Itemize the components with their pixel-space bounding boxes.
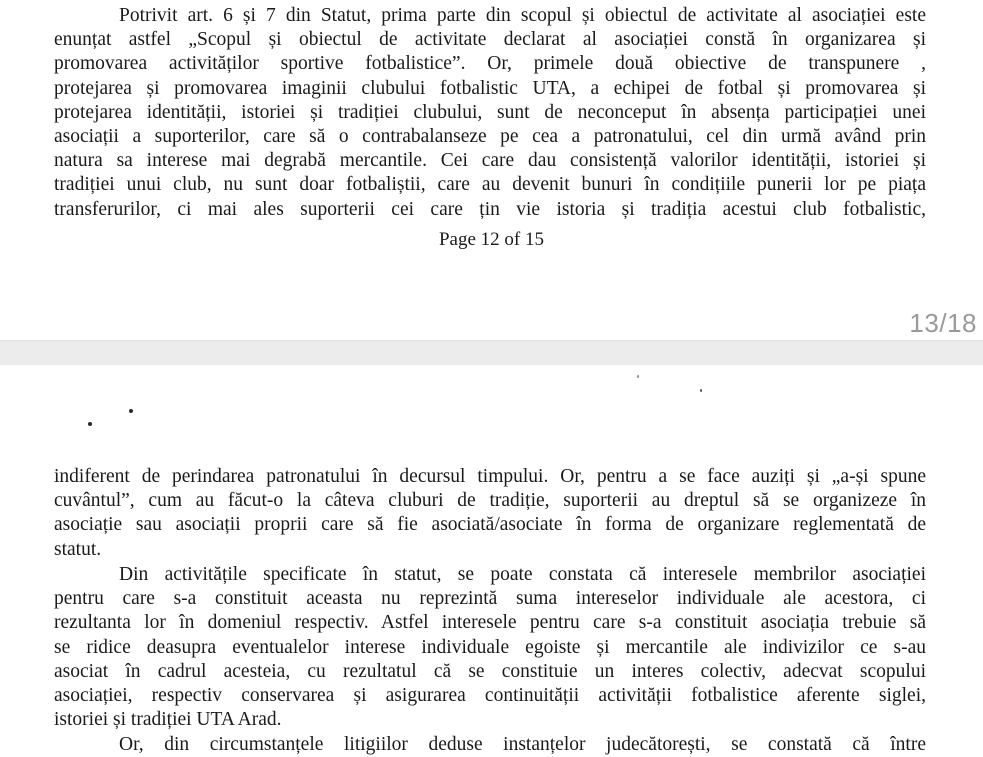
- text-line: Or, din circumstanțele litigiilor deduse instanțelor judecătorești, se constată că între: [119, 734, 926, 755]
- text-line: pentru care s-a constituit aceasta nu reprezintă suma intereselor individuale ale acestora, ci: [54, 588, 926, 610]
- text-line: istoriei și tradiției UTA Arad.: [54, 709, 282, 731]
- text-line: asociații a suporterilor, care să o contrabalanseze pe cea a patronatului, cel din urmă având prin: [54, 126, 926, 148]
- page-13-paragraph-3: [54, 733, 926, 757]
- text-line: asociat în cadrul acesteia, cu rezultatul că se constituie un interes colectiv, adecvat scopului: [54, 660, 926, 682]
- text-line: indiferent de perindarea patronatului în decursul timpului. Or, pentru a se face auziți și „a-și spune: [54, 466, 926, 487]
- text-line: protejarea și promovarea imaginii clubului fotbalistic UTA, a echipei de fotbal și promovarea și: [54, 77, 926, 99]
- document-page-13: [0, 365, 983, 755]
- text-line: enunțat astfel „Scopul și obiectul de activitate declarat al asociației constă în organizarea și: [54, 29, 926, 51]
- scan-speck: [700, 389, 702, 392]
- text-line: rezultanta lor în domeniul respectiv. Astfel interesele pentru care s-a constituit asociația trebuie să: [54, 612, 926, 634]
- page-footer: Page 12 of 15: [438, 229, 544, 250]
- page-separator: [0, 340, 983, 366]
- text-line: Potrivit art. 6 și 7 din Statut, prima parte din scopul și obiectul de activitate al asociației este: [119, 5, 926, 26]
- text-line: Din activitățile specificate în statut, se poate constata că interesele membrilor asociației: [119, 564, 926, 585]
- text-line: promovarea activităților sportive fotbalistice”. Or, primele două obiective de transpunere ,: [54, 53, 926, 75]
- scan-speck: [637, 375, 639, 378]
- text-line: asociației, respectiv conservarea și asigurarea continuității activității fotbalistice aferente siglei,: [54, 685, 926, 707]
- text-line: se ridice deasupra eventualelor interese individuale egoiste și mercantile ale indivizilor ce s-au: [54, 636, 926, 658]
- scan-speck: [129, 409, 133, 413]
- text-line: tradiției unui club, nu sunt doar fotbaliștii, care au devenit bunuri în condițiile punerii lor pe piața: [54, 174, 926, 196]
- page-counter: 13/18: [909, 308, 977, 338]
- text-line: transferurilor, ci mai ales suporterii cei care țin vie istoria și tradiția acestui club fotbalistic,: [54, 198, 926, 220]
- scan-speck: [88, 422, 92, 426]
- page-12-paragraph: [54, 4, 926, 222]
- text-line: asociație sau asociații proprii care să fie asociată/asociate în forma de organizare reglementată de: [54, 514, 926, 536]
- page-13-paragraph-1: [54, 465, 926, 562]
- text-line: statut.: [54, 538, 102, 560]
- document-page-12: [0, 0, 983, 340]
- text-line: cuvântul”, cum au făcut-o la câteva cluburi de tradiție, suporterii au dreptul să se organizeze în: [54, 490, 926, 512]
- text-line: natura sa interese mai degrabă mercantile. Cei care dau consistență valorilor identității, istoriei și: [54, 150, 926, 172]
- page-13-paragraph-2: [54, 563, 926, 732]
- text-line: protejarea identității, istoriei și tradiției clubului, sunt de neconceput în absența participației unei: [54, 101, 926, 123]
